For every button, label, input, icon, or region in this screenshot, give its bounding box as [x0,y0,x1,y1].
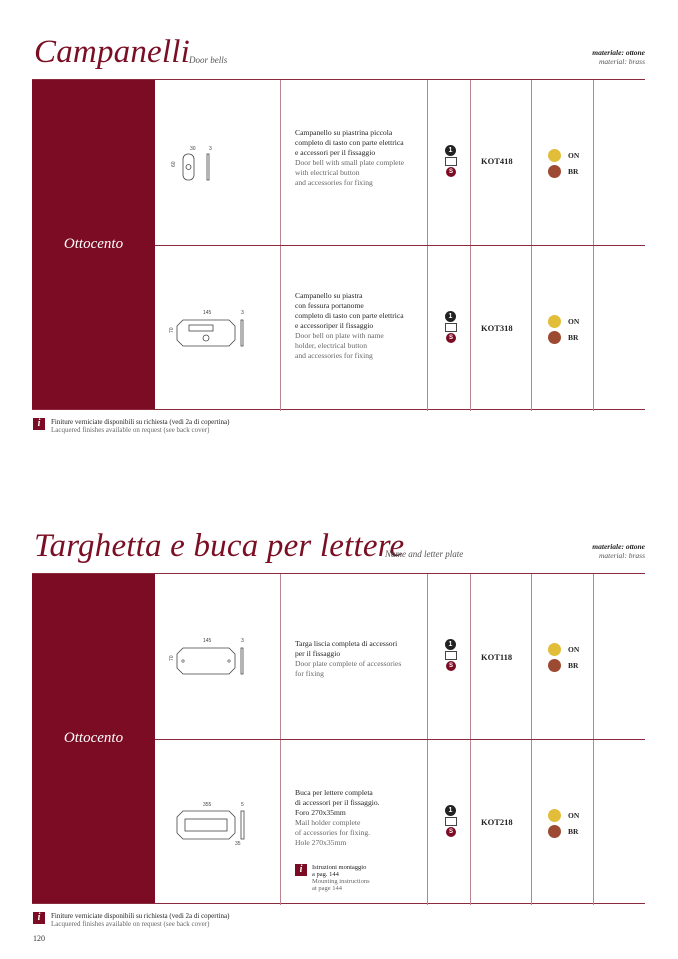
finish-swatch-br [548,659,561,672]
product-drawing [163,634,253,680]
product-description: Campanello su piastrina piccola completo di tasto con parte elettrica e accessori per il fissaggio Door bell with small plate complete with electrical button and accessories for fixing [295,128,405,187]
dim-width: 145 [203,310,212,316]
finish-list [548,313,579,345]
info-icon: i [33,418,45,430]
category-column [32,80,155,409]
dim-height: 70 [169,327,175,333]
category-label: Ottocento [63,730,124,746]
category-column [32,574,155,903]
material-en: material: brass [598,551,645,560]
dim-width: 145 [203,638,212,644]
finish-note: Finiture verniciate disponibili su richiesta (vedi 2a di copertina) Lacquered finishes available on request (see back cover) [51,912,230,928]
info-icon: i [33,912,45,924]
product-row [155,574,645,739]
packaging-icons [445,639,459,671]
dim-height: 70 [169,655,175,661]
box-icon [445,323,457,332]
section-subtitle: Door bells [189,55,228,65]
product-row [155,80,645,245]
page-number: 120 [33,934,45,943]
finish-list [548,641,579,673]
dim-height: 60 [171,161,177,167]
dim-width: 30 [190,146,196,152]
mounting-note: Istruzioni montaggio a pag. 144 Mounting instructions at page 144 [312,864,370,892]
product-drawing [163,798,259,848]
finish-note: Finiture verniciate disponibili su richiesta (vedi 2a di copertina) Lacquered finishes available on request (see back cover) [51,418,230,434]
finish-swatch-br [548,331,561,344]
finish-item: ON [548,147,579,163]
product-description: Campanello su piastra con fessura portanome completo di tasto con parte elettrica e accessoriper il fissaggio Door bell on plate with name holder, electrical button and accessories for fixing [295,291,404,360]
finish-item: ON [548,313,579,329]
product-row [155,245,645,411]
finish-item: BR [548,657,579,673]
packaging-icons [445,145,459,177]
product-code: KOT418 [481,156,513,166]
category-label: Ottocento [63,236,124,252]
packaging-icons [445,805,459,837]
product-table [32,573,645,904]
finish-item: ON [548,807,579,823]
section-title: Campanelli [34,34,190,70]
finish-swatch-on [548,149,561,162]
product-row [155,739,645,905]
section-title: Targhetta e buca per lettere [34,528,405,564]
product-table [32,79,645,410]
finish-list [548,147,579,179]
dim-width: 355 [203,802,212,808]
product-description: Targa liscia completa di accessori per il fissaggio Door plate complete of accessories for fixing [295,639,402,678]
product-description: Buca per lettere completa di accessori per il fissaggio. Foro 270x35mm Mail holder complete of accessories for fixing. Hole 270x35mm [295,788,380,847]
finish-swatch-br [548,165,561,178]
s-badge-icon: S [446,827,456,837]
box-icon [445,817,457,826]
packaging-icons [445,311,459,343]
product-drawing [163,142,243,186]
finish-swatch-on [548,315,561,328]
quantity-icon: 1 [445,639,456,650]
material-label [592,542,645,560]
box-icon [445,157,457,166]
material-it: materiale: ottone [592,48,645,57]
finish-swatch-on [548,809,561,822]
product-code: KOT218 [481,817,513,827]
dim-depth: 3 [209,146,212,152]
finish-swatch-on [548,643,561,656]
dim-depth: 3 [241,310,244,316]
finish-item: BR [548,329,579,345]
quantity-icon: 1 [445,311,456,322]
s-badge-icon: S [446,167,456,177]
finish-item: BR [548,163,579,179]
s-badge-icon: S [446,661,456,671]
product-code: KOT118 [481,652,513,662]
material-it: materiale: ottone [592,542,645,551]
box-icon [445,651,457,660]
quantity-icon: 1 [445,805,456,816]
mounting-info-icon: i [295,864,307,876]
finish-swatch-br [548,825,561,838]
dim-depth: 5 [241,802,244,808]
finish-item: ON [548,641,579,657]
product-code: KOT318 [481,323,513,333]
finish-list [548,807,579,839]
dim-depth: 3 [241,638,244,644]
s-badge-icon: S [446,333,456,343]
finish-item: BR [548,823,579,839]
quantity-icon: 1 [445,145,456,156]
material-en: material: brass [598,57,645,66]
material-label [592,48,645,66]
dim-inner: 35 [235,841,241,847]
product-drawing [163,306,253,352]
section-subtitle: Name and letter plate [385,549,464,559]
